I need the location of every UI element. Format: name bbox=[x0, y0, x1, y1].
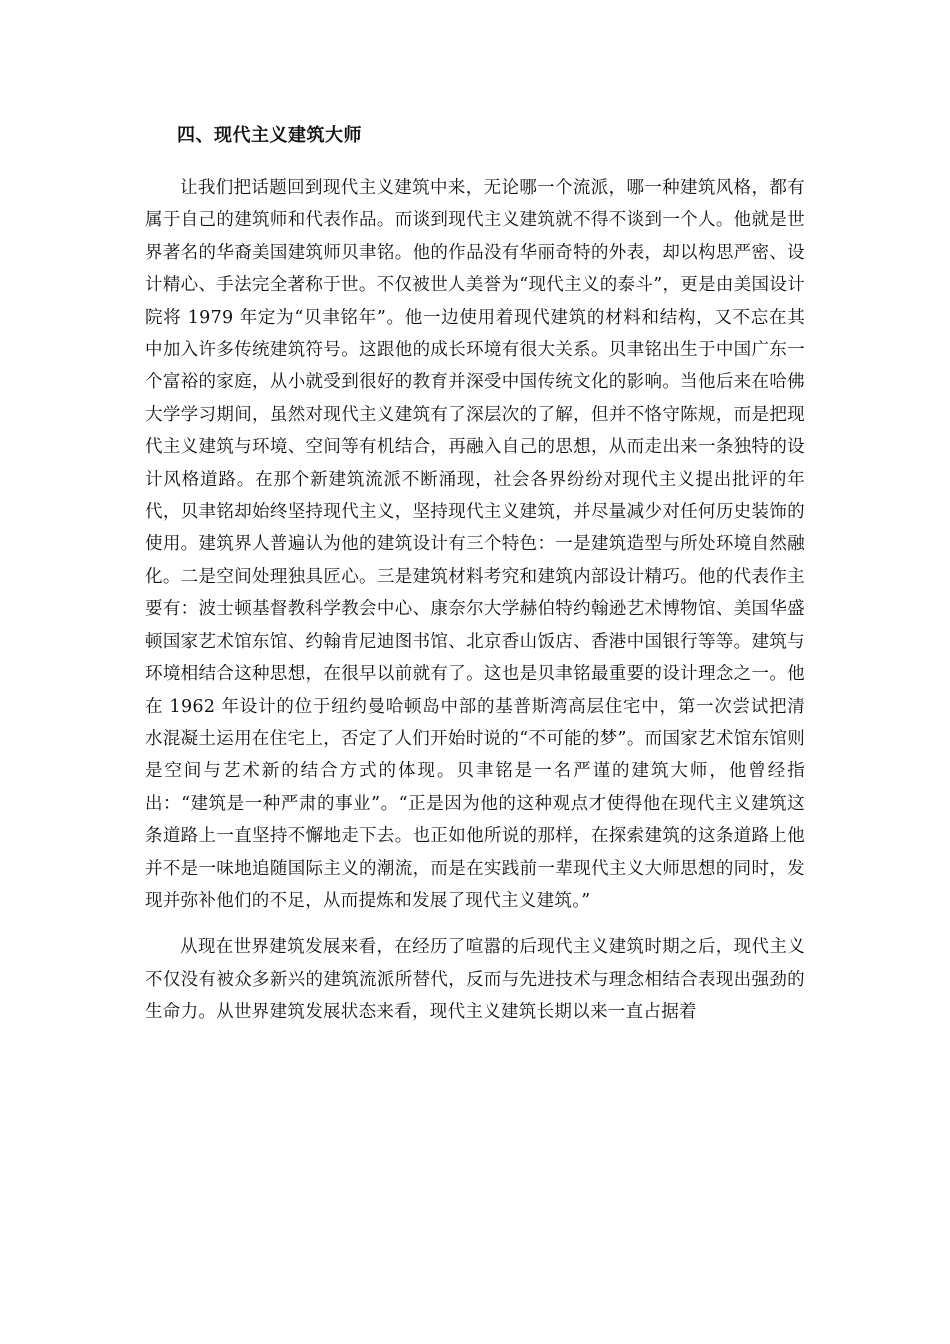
section-heading: 四、现代主义建筑大师 bbox=[177, 125, 362, 146]
document-body bbox=[145, 118, 805, 1029]
paragraph-1: 让我们把话题回到现代主义建筑中来，无论哪一个流派，哪一种建筑风格，都有属于自己的建筑师和代表作品。而谈到现代主义建筑就不得不谈到一个人。他就是世界著名的华裔美国建筑师贝聿铭。他的作品没有华丽奇特的外表，却以构思严密、设计精心、手法完全著称于世。不仅被世人美誉为“现代主义的泰斗”，更是由美国设计院将 1979 年定为“贝聿铭年”。他一边使用着现代建筑的材料和结构，又不忘在其中加入许多传统建筑符号。这跟他的成长环境有很大关系。贝聿铭出生于中国广东一个富裕的家庭，从小就受到很好的教育并深受中国传统文化的影响。当他后来在哈佛大学学习期间，虽然对现代主义建筑有了深层次的了解，但并不恪守陈规，而是把现代主义建筑与环境、空间等有机结合，再融入自己的思想，从而走出来一条独特的设计风格道路。在那个新建筑流派不断涌现，社会各界纷纷对现代主义提出批评的年代，贝聿铭却始终坚持现代主义，坚持现代主义建筑，并尽量减少对任何历史装饰的使用。建筑界人普遍认为他的建筑设计有三个特色：一是建筑造型与所处环境自然融化。二是空间处理独具匠心。三是建筑材料考究和建筑内部设计精巧。他的代表作主要有：波士顿基督教科学教会中心、康奈尔大学赫伯特约翰逊艺术博物馆、美国华盛顿国家艺术馆东馆、约翰肯尼迪图书馆、北京香山饭店、香港中国银行等等。建筑与环境相结合这种思想，在很早以前就有了。这也是贝聿铭最重要的设计理念之一。他在 1962 年设计的位于纽约曼哈顿岛中部的基普斯湾高层住宅中，第一次尝试把清水混凝土运用在住宅上，否定了人们开始时说的“不可能的梦”。而国家艺术馆东馆则是空间与艺术新的结合方式的体现。贝聿铭是一名严谨的建筑大师，他曾经指出：“建筑是一种严肃的事业”。“正是因为他的这种观点才使得他在现代主义建筑这条道路上一直坚持不懈地走下去。也正如他所说的那样，在探索建筑的这条道路上他并不是一味地追随国际主义的潮流，而是在实践前一辈现代主义大师思想的同时，发现并弥补他们的不足，从而提炼和发展了现代主义建筑。” bbox=[145, 178, 805, 911]
paragraph-2: 从现在世界建筑发展来看，在经历了喧嚣的后现代主义建筑时期之后，现代主义不仅没有被众多新兴的建筑流派所替代，反而与先进技术与理念相结合表现出强劲的生命力。从世界建筑发展状态来看，现代主义建筑长期以来一直占据着 bbox=[145, 937, 805, 1023]
